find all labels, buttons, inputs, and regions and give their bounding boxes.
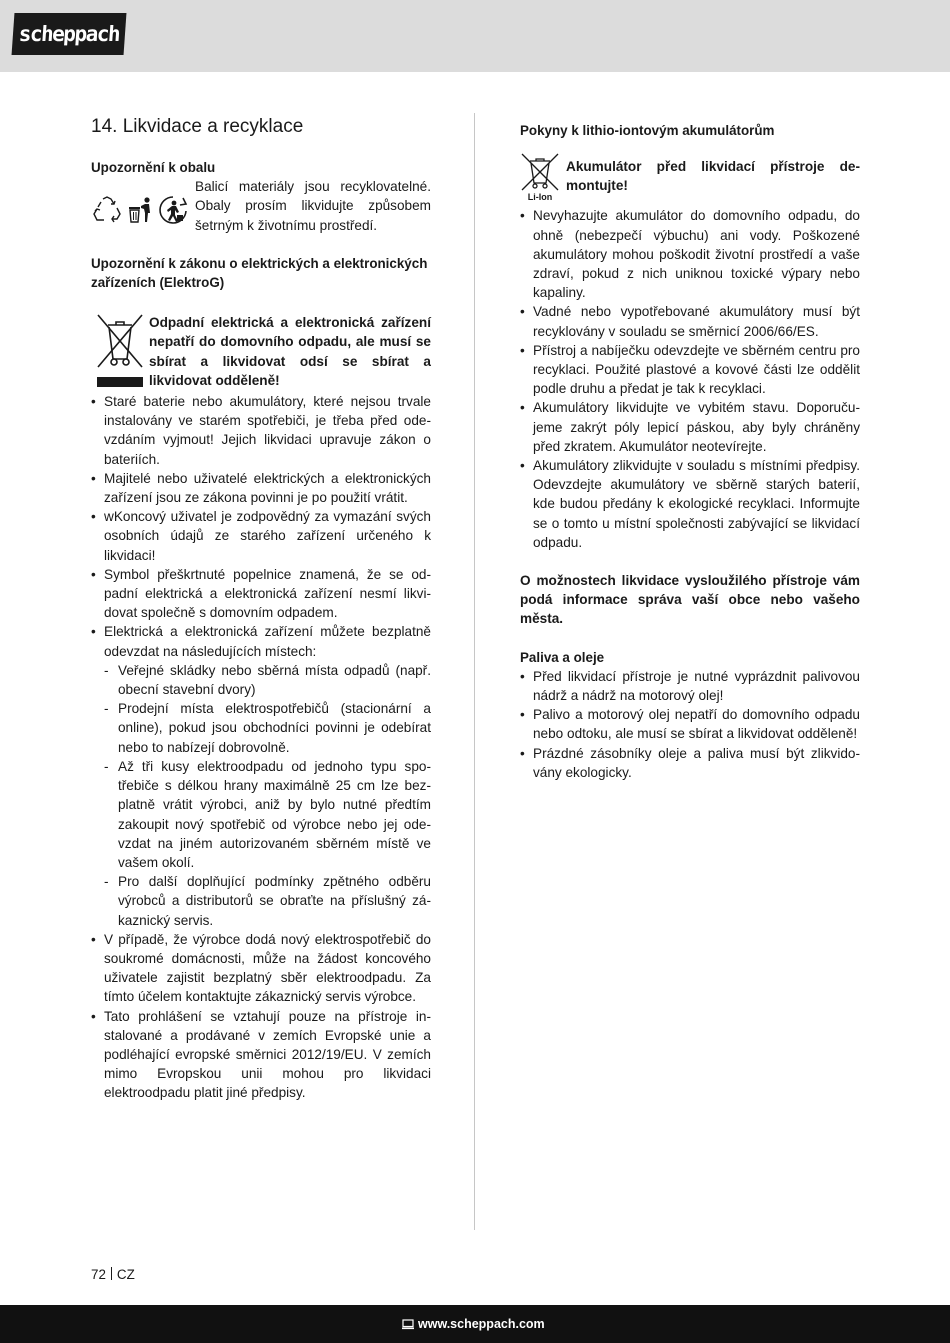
list-item: • Přístroj a nabíječku odevzdejte ve sběrném centru pro recyklaci. Použité plastové a kovové části lze oddělit podle druhu a předat je tak k recyklaci. (520, 341, 860, 399)
list-item: • Majitelé nebo uživatelé elektrických a elektronických zařízení jsou ze zákona povinni je po použití vrátit. (91, 469, 431, 507)
weee-warning-block (91, 313, 431, 390)
page-language: CZ (116, 1267, 135, 1282)
fuels-bullet-list (520, 667, 860, 782)
list-item: • Symbol přeškrtnuté popelnice znamená, že se odpadní elektrická a elektronická zařízení nesmí likvidovat společně s domovním odpadem. (91, 565, 431, 623)
weee-warning-text: Odpadní elektrická a elektronická zařízení nepatří do domovního odpadu, ale musí se sbírat a likvidovat odsí se sbírat a likvidovat odděleně! (149, 315, 431, 388)
battery-bullet-list (520, 206, 860, 552)
page-number: 72 (91, 1267, 106, 1282)
list-item: • Tato prohlášení se vztahují pouze na přístroje instalované a prodávané v zemích Evropské unie a podléhající evropské směrnici 2012/19/EU. V zemích mimo Evropskou unii mohou pro likvidaci elektroodpadu platit jiné předpisy. (91, 1007, 431, 1103)
header-band (0, 0, 950, 72)
li-ion-label: Li-Ion (527, 192, 553, 202)
list-item: • Nevyhazujte akumulátor do domovního odpadu, do ohně (nebezpečí výbuchu) ani vody. Poškozené akumulátory mohou poškodit životní prostředí a vaše zdraví, pokud z nich uniknou toxické výpary nebo kapaliny. (520, 206, 860, 302)
li-ion-symbol (520, 153, 566, 206)
website-link[interactable]: www.scheppach.com (418, 1317, 545, 1331)
collection-intro: Elektrická a elektronická zařízení můžete bezplatně odevzdat na následujících místech: (104, 624, 431, 659)
tidyman-icon (157, 194, 191, 226)
left-column (91, 118, 431, 1103)
section-title (91, 117, 431, 136)
weee-black-bar (97, 377, 143, 387)
list-item: - Veřejné skládky nebo sběrná místa odpadů (např. obecní stavební dvory) (104, 661, 431, 699)
column-divider (474, 113, 475, 1230)
list-item: • Akumulátory zlikvidujte v souladu s místními předpisy. Odevzdejte akumulátory ve sběrně starých baterií, kde budou předány k ekologické recyklaci. Informujte se o tomto u místní společnosti zabývající se likvidací odpadu. (520, 456, 860, 552)
list-item (91, 622, 431, 929)
brand-logo: scheppach (12, 13, 127, 55)
list-item: - Až tři kusy elektroodpadu od jednoho typu spotřebiče s délkou hrany maximálně 25 cm lze bezplatně vrátit výrobci, aniž by bylo nutné předtím zakoupit nový spotřebič od výrobce nebo jej odevzdat na jiném autorizovaném sběrném místě ve vašem okolí. (104, 757, 431, 872)
list-item: • Palivo a motorový olej nepatří do domovního odpadu nebo odtoku, ale musí se sbírat a likvidovat odděleně! (520, 705, 860, 743)
list-item: - Pro další doplňující podmínky zpětného odběru výrobců a distributorů se obraťte na příslušný zákaznický servis. (104, 872, 431, 930)
list-item: • Před likvidací přístroje je nutné vyprázdnit palivovou nádrž a nádrž na motorový olej! (520, 667, 860, 705)
battery-warning-text: Akumulátor před likvidací přístroje demontujte! (566, 159, 860, 194)
crossed-bin-li-ion-icon (520, 153, 560, 201)
recycle-icon (91, 195, 123, 225)
list-item: • wKoncový uživatel je zodpovědný za vymazání svých osobních údajů ze starého zařízení určeného k likvidaci! (91, 507, 431, 565)
fuels-heading: Paliva a oleje (520, 649, 605, 665)
footer-url-block (402, 1305, 545, 1343)
list-item: • Akumulátory likvidujte ve vybitém stavu. Doporučujeme zakrýt póly lepicí páskou, aby byly chráněny před zkratem. Akumulátor neotevírejte. (520, 398, 860, 456)
list-item: • Vadné nebo vypotřebované akumulátory musí být recyklovány v souladu se směrnicí 2006/66/ES. (520, 302, 860, 340)
battery-warning-block (520, 153, 860, 206)
list-item: - Prodejní místa elektrospotřebičů (stacionární a online), pokud jsou obchodníci povinni je odebírat nebo to nabízejí dobrovolně. (104, 699, 431, 757)
list-item: • Prázdné zásobníky oleje a paliva musí být zlikvidovány ekologicky. (520, 744, 860, 782)
footer-separator (111, 1267, 112, 1280)
collection-places-list (104, 661, 431, 930)
section-title-text: Likvidace a recyklace (122, 116, 304, 137)
section-number: 14. (91, 116, 118, 137)
weee-symbol (91, 313, 149, 390)
packaging-block (91, 177, 431, 235)
list-item: • Staré baterie nebo akumulátory, které nejsou trvale instalovány ve starém spotřebiči, je třeba před odevzdáním vyjmout! Jejich likvidaci upravuje zákon o bateriích. (91, 392, 431, 469)
battery-heading: Pokyny k lithio-iontovým akumulátorům (520, 123, 775, 138)
crossed-bin-icon (94, 313, 146, 369)
weee-bullet-list (91, 392, 431, 1103)
trash-person-icon (125, 195, 155, 225)
page-footer (91, 1265, 135, 1284)
packaging-heading: Upozornění k obalu (91, 160, 216, 175)
weee-heading: Upozornění k zákonu o elektrických a elektronických zařízeních (ElektroG) (91, 255, 428, 291)
municipal-note: O možnostech likvidace vysloužilého přístroje vám podá informace správa vaší obce nebo vašeho města. (520, 573, 860, 627)
packaging-icons (91, 177, 195, 235)
footer-band (0, 1305, 950, 1343)
computer-icon (402, 1319, 414, 1330)
packaging-text: Balicí materiály jsou recyklovatelné. Obaly prosím likvidujte způsobem šetrným k životnímu prostředí. (195, 179, 431, 233)
list-item: • V případě, že výrobce dodá nový elektrospotřebič do soukromé domácnosti, může na žádost koncového uživatele zajistit bezplatný sběr elektroodpadu. Za tímto účelem kontaktujte zákaznický servis výrobce. (91, 930, 431, 1007)
right-column (520, 121, 860, 782)
